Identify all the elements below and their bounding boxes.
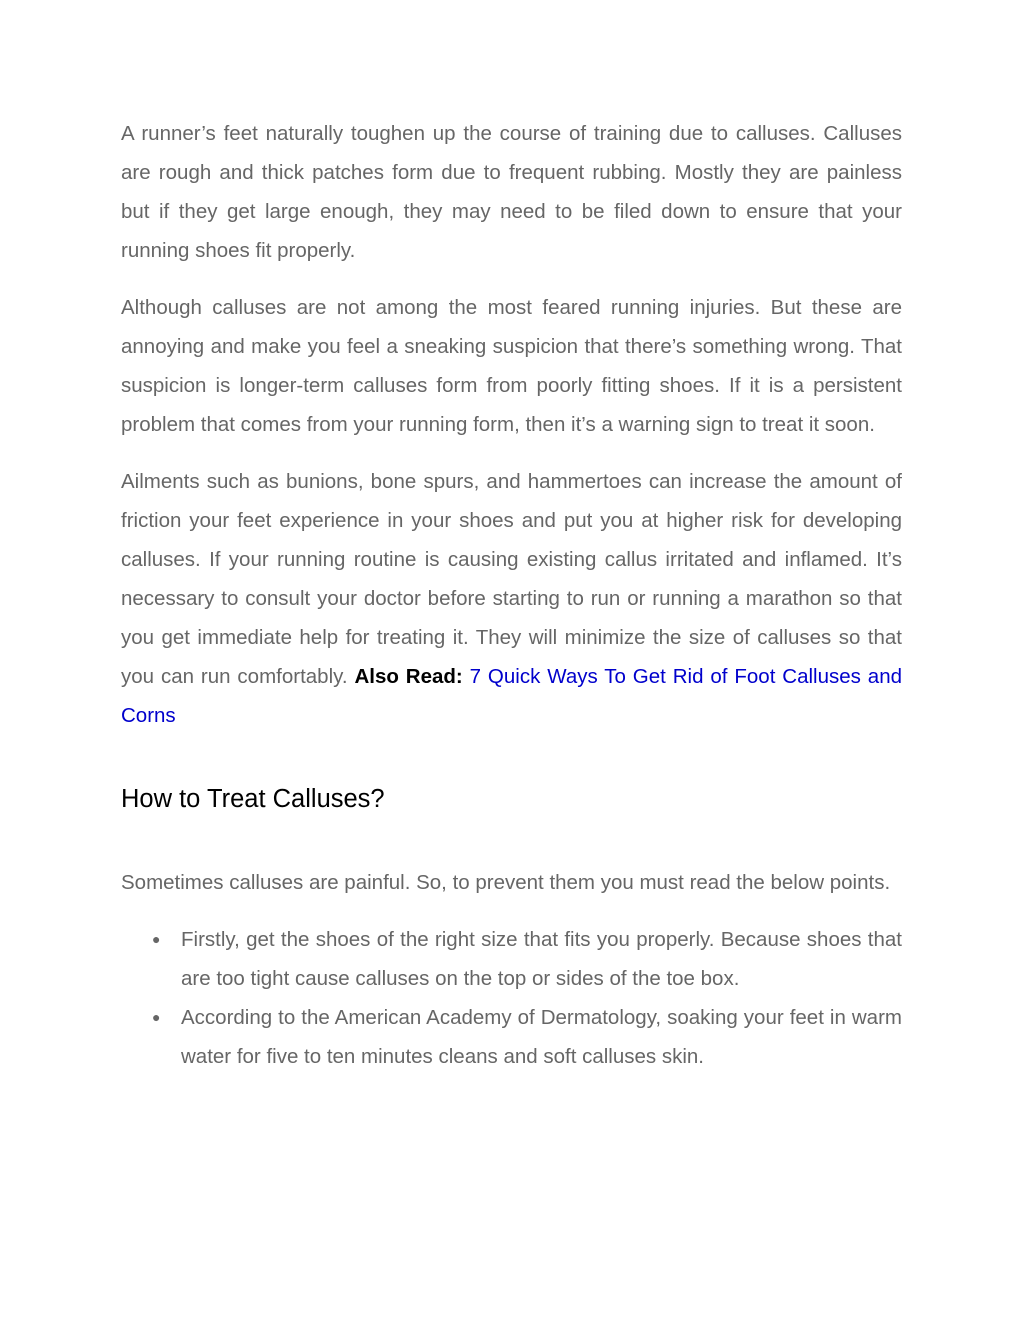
also-read-link[interactable]: 7 Quick Ways To Get Rid of Foot Calluses and Corns	[121, 665, 903, 727]
bullet-icon: ●	[152, 1009, 161, 1025]
paragraph-calluses-concern: Although calluses are not among the most feared running injuries. But these are annoying and make you feel a sneaking suspicion that there’s something wrong. That suspicion is longer-term calluses form from poorly fitting shoes. If it is a persistent problem that comes from your running form, then it’s a warning sign to treat it soon.	[121, 296, 902, 436]
also-read-label: Also Read:	[354, 665, 463, 688]
paragraph-ailments	[121, 462, 902, 735]
tips-list	[121, 920, 902, 1076]
section-heading: How to Treat Calluses?	[121, 785, 385, 813]
section-intro: Sometimes calluses are painful. So, to prevent them you must read the below points.	[121, 871, 891, 894]
bullet-icon: ●	[152, 931, 161, 947]
list-item	[121, 920, 902, 998]
paragraph-ailments-text: Ailments such as bunions, bone spurs, and hammertoes can increase the amount of friction your feet experience in your shoes and put you at higher risk for developing calluses. If your running routine is causing existing callus irritated and inflamed. It’s necessary to consult your doctor before starting to run or running a marathon so that you get immediate help for treating it. They will minimize the size of calluses so that you can run comfortably.	[121, 470, 902, 688]
list-item-text: Firstly, get the shoes of the right size that fits you properly. Because shoes that are too tight cause calluses on the top or sides of the toe box.	[181, 928, 902, 990]
list-item	[121, 998, 902, 1076]
list-item-text: According to the American Academy of Dermatology, soaking your feet in warm water for five to ten minutes cleans and soft calluses skin.	[181, 1006, 902, 1068]
paragraph-calluses-intro: A runner’s feet naturally toughen up the course of training due to calluses. Calluses are rough and thick patches form due to frequent rubbing. Mostly they are painless but if they get large enough, they may need to be filed down to ensure that your running shoes fit properly.	[121, 122, 902, 262]
document-page	[121, 114, 902, 1076]
